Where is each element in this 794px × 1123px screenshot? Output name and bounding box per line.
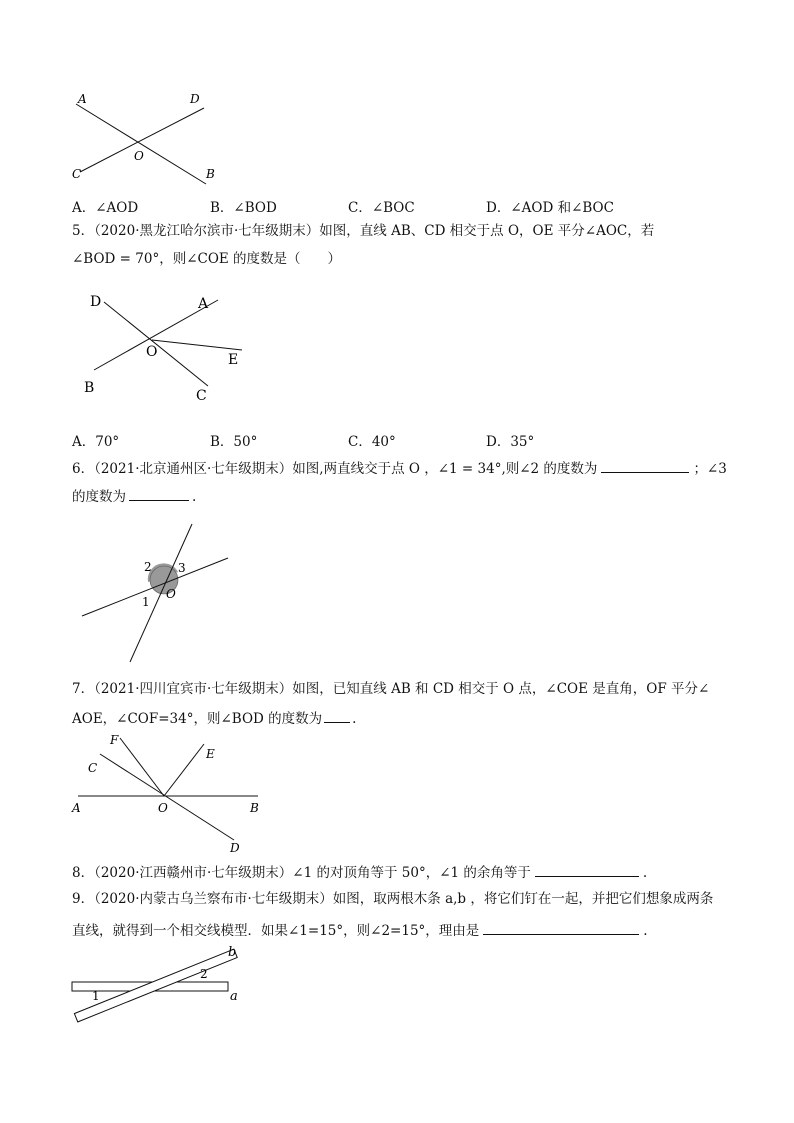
label-a: A — [72, 801, 81, 815]
q8-stem-text1: 8．（2020·江西赣州市·七年级期末）∠1 的对顶角等于 50°，∠1 的余角等于 — [72, 865, 531, 881]
q5-choice-b: B．50° — [210, 434, 258, 450]
q7-stem-line1: 7．（2021·四川宜宾市·七年级期末）如图，已知直线 AB 和 CD 相交于 O 点，∠COE 是直角，OF 平分∠ — [72, 681, 710, 697]
q6-stem-line1 — [72, 458, 727, 478]
q4-choice-a: A．∠AOD — [72, 200, 139, 216]
label-d: D — [230, 841, 240, 854]
label-b: B — [84, 380, 95, 396]
q5-choice-c: C．40° — [348, 434, 396, 450]
q9-figure — [66, 942, 256, 1026]
q4-choice-b: B．∠BOD — [210, 200, 277, 216]
label-o: O — [166, 587, 176, 601]
q6-stem-text2: 的度数为 — [72, 489, 126, 505]
q8-stem-tail: . — [642, 865, 648, 881]
label-e: E — [228, 352, 239, 368]
label-c: C — [196, 388, 207, 404]
q9-blank[interactable] — [483, 920, 639, 935]
q9-stem-line1: 9．（2020·内蒙古乌兰察布市·七年级期末）如图，取两根木条 a,b ，将它们钉在一起，并把它们想象成两条 — [72, 891, 714, 907]
label-3: 3 — [178, 561, 186, 575]
q6-stem-tail2: . — [192, 489, 197, 505]
label-f: F — [110, 733, 119, 747]
label-c: C — [88, 761, 98, 775]
label-o: O — [146, 344, 158, 360]
label-b: b — [228, 945, 237, 960]
q9-stem-text2: 直线，就得到一个相交线模型．如果∠1=15°，则∠2=15°，理由是 — [72, 923, 480, 939]
label-e: E — [206, 747, 215, 761]
q7-blank[interactable] — [324, 708, 350, 723]
ray-oe — [152, 340, 242, 350]
ray-of — [120, 738, 164, 796]
q7-stem-tail: . — [352, 711, 357, 727]
line-ab — [76, 104, 206, 184]
q6-stem-text1: 6．（2021·北京通州区·七年级期末）如图,两直线交于点 O ，∠1 = 34°,则∠2 的度数为 — [72, 461, 598, 477]
line-cd — [100, 754, 234, 840]
q8-stem-line1 — [72, 862, 647, 882]
q8-blank[interactable] — [535, 862, 639, 877]
q6-stem-line2 — [72, 486, 196, 506]
label-o: O — [158, 801, 168, 815]
label-2: 2 — [144, 560, 152, 574]
q5-figure — [82, 288, 262, 408]
q5-choice-a: A．70° — [72, 434, 120, 450]
label-b: B — [250, 801, 259, 815]
q6-blank-1[interactable] — [601, 458, 689, 473]
label-d: D — [190, 92, 200, 106]
q9-stem-tail: . — [643, 923, 648, 939]
label-a: A — [198, 296, 209, 312]
q6-blank-2[interactable] — [129, 486, 189, 501]
label-a: A — [78, 92, 87, 106]
q6-figure — [78, 520, 238, 668]
q7-stem-line2 — [72, 708, 356, 728]
label-a: a — [230, 989, 238, 1004]
q4-figure — [66, 88, 226, 188]
q5-choice-d: D．35° — [486, 434, 535, 450]
q7-figure — [68, 730, 268, 854]
q7-stem-text2: AOE，∠COF=34°，则∠BOD 的度数为 — [72, 711, 323, 727]
q4-choice-d: D．∠AOD 和∠BOC — [486, 200, 614, 216]
q5-stem-line2: ∠BOD = 70°，则∠COE 的度数是（ ） — [72, 251, 342, 267]
label-o: O — [134, 149, 144, 163]
label-b: B — [206, 167, 215, 181]
ray-oe — [164, 744, 204, 796]
label-c: C — [72, 167, 82, 181]
q6-stem-tail1: ；∠3 — [693, 461, 727, 477]
label-1: 1 — [92, 989, 100, 1003]
label-2: 2 — [200, 967, 208, 981]
q5-stem-line1: 5．（2020·黑龙江哈尔滨市·七年级期末）如图，直线 AB、CD 相交于点 O，OE 平分∠AOC，若 — [72, 223, 655, 239]
label-1: 1 — [142, 595, 150, 609]
q9-stem-line2 — [72, 920, 648, 940]
label-d: D — [90, 294, 102, 310]
q4-choice-c: C．∠BOC — [348, 200, 415, 216]
